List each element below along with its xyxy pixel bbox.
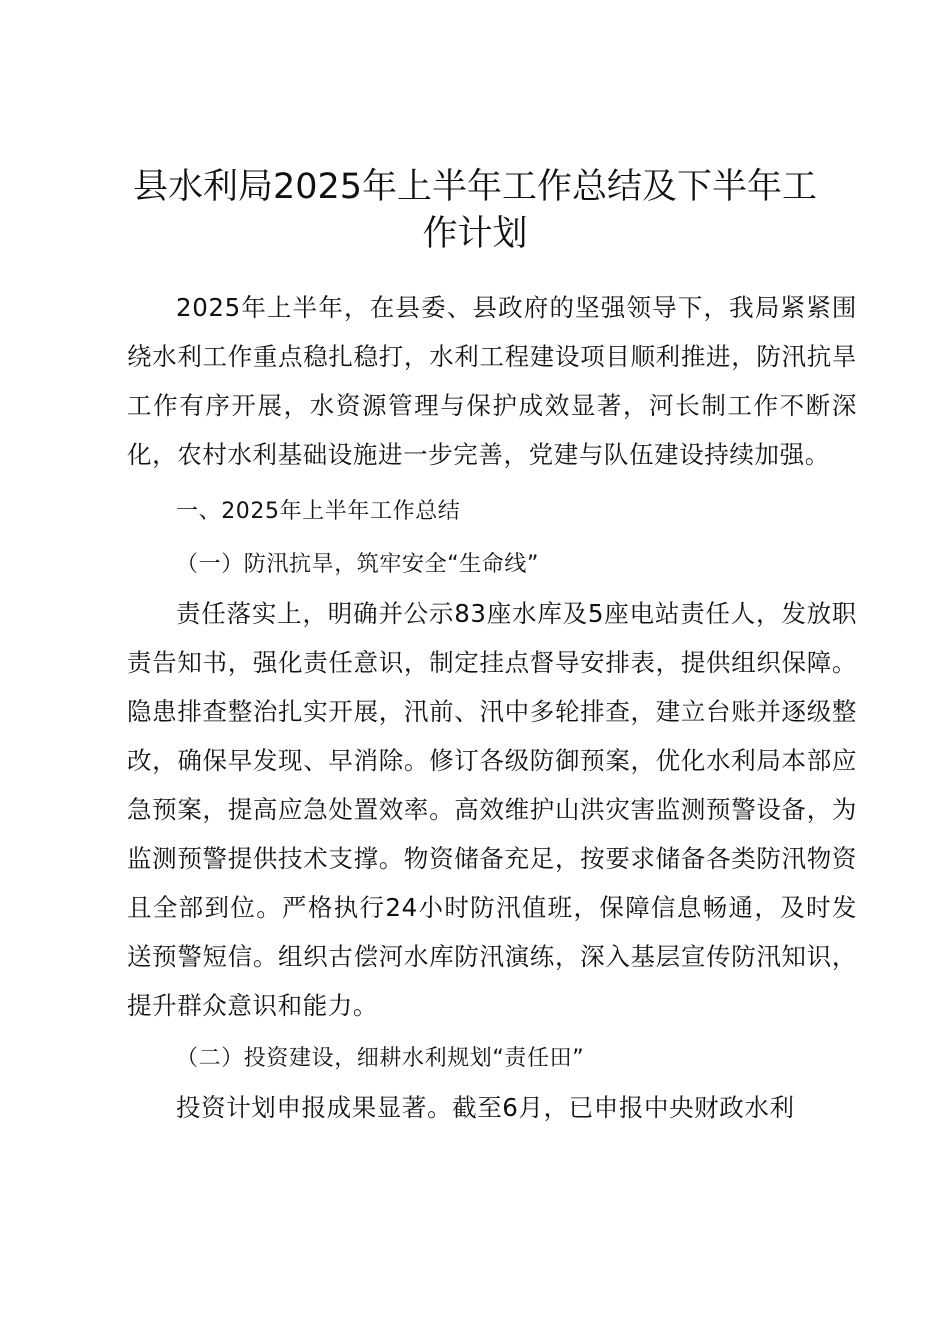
document-body (127, 283, 857, 1132)
subsection-heading-2: （二）投资建设，细耕水利规划“责任田” (176, 1046, 585, 1071)
investment-paragraph: 投资计划申报成果显著。截至6月，已申报中央财政水利 (176, 1093, 795, 1122)
section-heading-1: 一、2025年上半年工作总结 (176, 499, 461, 524)
subsection-heading-1: （一）防汛抗旱，筑牢安全“生命线” (176, 552, 539, 577)
flood-control-paragraph: 责任落实上，明确并公示83座水库及5座电站责任人，发放职责告知书，强化责任意识，制定挂点督导安排表，提供组织保障。隐患排查整治扎实开展，汛前、汛中多轮排查，建立台账并逐级整改，确保早发现、早消除。修订各级防御预案，优化水利局本部应急预案，提高应急处置效率。高效维护山洪灾害监测预警设备，为监测预警提供技术支撑。物资储备充足，按要求储备各类防汛物资且全部到位。严格执行24小时防汛值班，保障信息畅通，及时发送预警短信。组织古偿河水库防汛演练，深入基层宣传防汛知识，提升群众意识和能力。 (127, 599, 857, 1020)
document-title: 县水利局2025年上半年工作总结及下半年工作计划 (132, 167, 818, 254)
intro-paragraph: 2025年上半年，在县委、县政府的坚强领导下，我局紧紧围绕水利工作重点稳扎稳打，水利工程建设项目顺利推进，防汛抗旱工作有序开展，水资源管理与保护成效显著，河长制工作不断深化，农村水利基础设施进一步完善，党建与队伍建设持续加强。 (127, 293, 857, 469)
